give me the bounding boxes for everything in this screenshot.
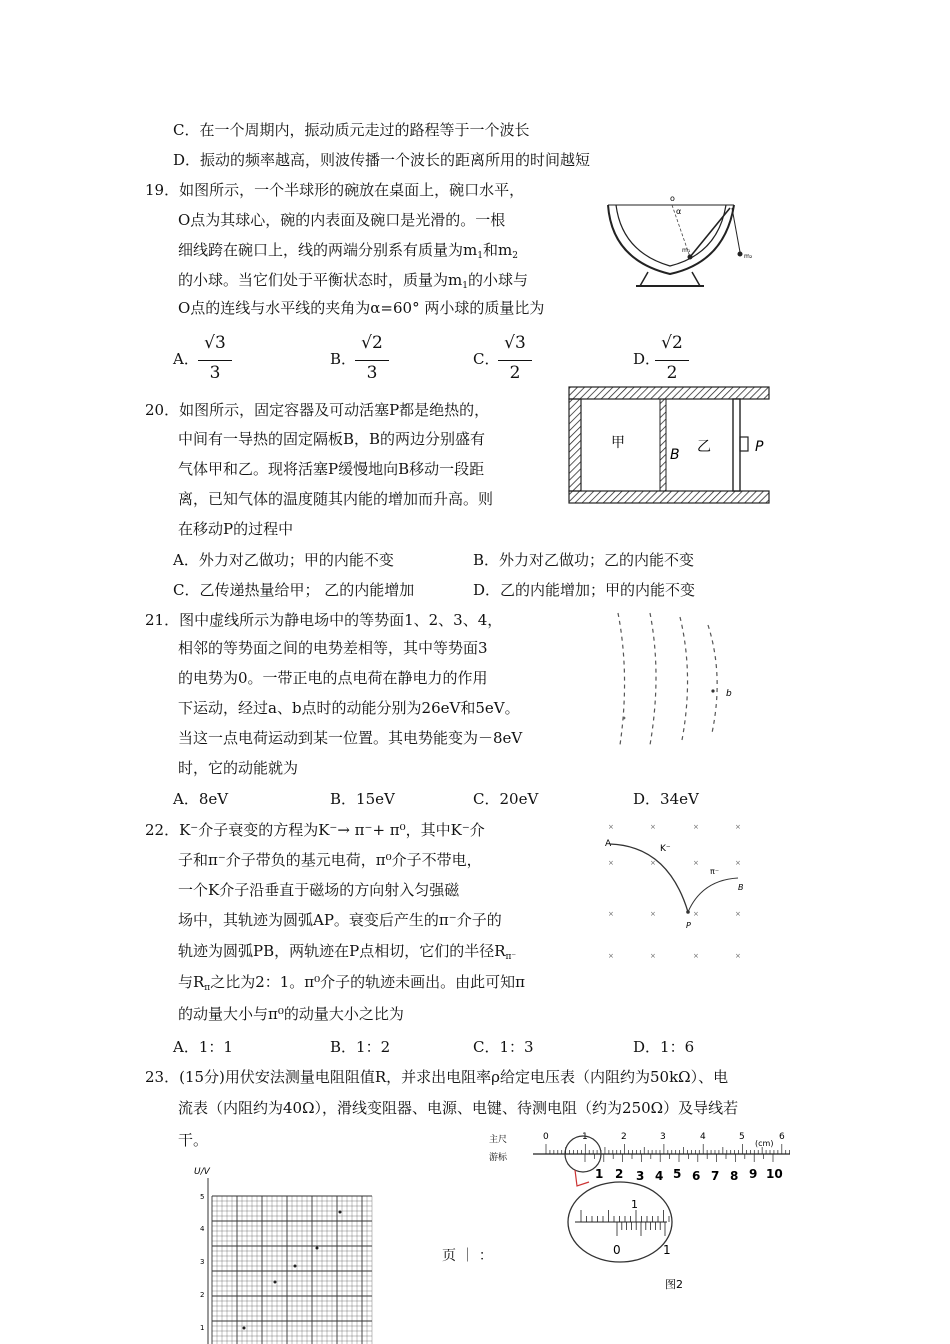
svg-text:×: × bbox=[735, 952, 741, 960]
point-b-label: b bbox=[726, 689, 732, 699]
q22-option-c: C．1：3 bbox=[473, 1038, 534, 1056]
svg-text:4: 4 bbox=[655, 1169, 664, 1183]
q18-option-c: C．在一个周期内，振动质元走过的路程等于一个波长 bbox=[173, 121, 530, 139]
point-p bbox=[686, 910, 690, 914]
m1-label: m₁ bbox=[682, 247, 691, 254]
m1-ball bbox=[688, 255, 693, 260]
y-tick-2: 2 bbox=[200, 1291, 205, 1299]
y-tick-4: 4 bbox=[200, 1225, 205, 1233]
q20-option-b: B．外力对乙做功；乙的内能不变 bbox=[473, 551, 695, 569]
piston-p bbox=[733, 399, 740, 491]
vernier-labels bbox=[595, 1167, 783, 1183]
q19-bowl-figure bbox=[600, 190, 775, 290]
zoom-vernier-zero: 0 bbox=[613, 1243, 621, 1257]
arc-pb bbox=[688, 878, 738, 912]
svg-text:×: × bbox=[693, 823, 699, 831]
data-point bbox=[294, 1265, 297, 1268]
gas-yi-label: 乙 bbox=[697, 439, 711, 455]
q20-stem-line-4: 离，已知气体的温度随其内能的增加而升高。则 bbox=[178, 490, 494, 508]
q19-stem-line-4: 的小球。当它们处于平衡状态时，质量为$m_1$的小球与 bbox=[178, 271, 528, 291]
q21-stem-line-6: 时，它的动能就为 bbox=[178, 759, 299, 777]
q21-stem-line-4: 下运动，经过a、b点时的动能分别为26eV和5eV。 bbox=[178, 699, 520, 717]
m2-label: m₂ bbox=[744, 253, 753, 260]
svg-text:×: × bbox=[693, 910, 699, 918]
q23-vernier-caliper-figure bbox=[485, 1122, 795, 1297]
q20-option-d: D．乙的内能增加；甲的内能不变 bbox=[473, 581, 696, 599]
denominator: 3 bbox=[209, 363, 221, 383]
q19-option-b-label: B． bbox=[330, 350, 357, 368]
svg-text:×: × bbox=[608, 910, 614, 918]
svg-text:6: 6 bbox=[692, 1169, 701, 1183]
data-point bbox=[339, 1211, 342, 1214]
svg-text:7: 7 bbox=[711, 1169, 720, 1183]
vernier-scale-label: 游标 bbox=[489, 1153, 508, 1163]
main-tick-label: 5 bbox=[739, 1132, 745, 1142]
y-tick-3: 3 bbox=[200, 1258, 205, 1266]
q19-stem-line-2: O点为其球心，碗的内表面及碗口是光滑的。一根 bbox=[178, 211, 506, 229]
svg-text:×: × bbox=[608, 859, 614, 867]
svg-text:×: × bbox=[608, 952, 614, 960]
svg-text:1: 1 bbox=[595, 1167, 604, 1181]
denominator: 2 bbox=[666, 363, 678, 383]
q23-stem-line-2: 流表（内阻约为40Ω），滑线变阻器、电源、电键、待测电阻（约为250Ω）及导线若 bbox=[178, 1099, 739, 1117]
q22-option-a: A．1：1 bbox=[173, 1038, 233, 1056]
svg-text:×: × bbox=[693, 952, 699, 960]
q21-option-d: D．34eV bbox=[633, 790, 699, 808]
y-tick-5: 5 bbox=[200, 1193, 205, 1201]
q22-stem-line-7: 的动量大小与π⁰的动量大小之比为 bbox=[178, 1005, 404, 1023]
pi-meson-label: π⁻ bbox=[710, 867, 720, 876]
svg-text:9: 9 bbox=[749, 1167, 758, 1181]
q21-option-a: A．8eV bbox=[173, 790, 229, 808]
partition-b-label: B bbox=[670, 447, 680, 463]
equipotential-1 bbox=[618, 613, 625, 745]
denominator: 3 bbox=[366, 363, 378, 383]
q19-stem-line-5: O点的连线与水平线的夹角为α=60° 两小球的质量比为 bbox=[178, 299, 545, 317]
svg-text:×: × bbox=[735, 823, 741, 831]
point-p-label: P bbox=[686, 921, 691, 930]
point-a-label: A bbox=[605, 839, 612, 849]
numerator: √3 bbox=[204, 333, 226, 353]
svg-text:×: × bbox=[650, 910, 656, 918]
equipotential-3 bbox=[680, 617, 688, 740]
equipotential-4 bbox=[708, 625, 717, 733]
m2-ball bbox=[738, 252, 743, 257]
q21-option-b: B．15eV bbox=[330, 790, 395, 808]
graph-ylabel: U/V bbox=[194, 1167, 210, 1177]
numerator: √2 bbox=[361, 333, 383, 353]
q18-option-d: D．振动的频率越高，则波传播一个波长的距离所用的时间越短 bbox=[173, 151, 591, 169]
main-tick-label: 3 bbox=[660, 1132, 666, 1142]
svg-text:×: × bbox=[650, 859, 656, 867]
q22-stem-line-5: 轨迹为圆弧PB，两轨迹在P点相切，它们的半径$R_{\pi^-}$ bbox=[178, 942, 517, 962]
gas-jia-label: 甲 bbox=[611, 435, 625, 451]
q22-option-b: B．1：2 bbox=[330, 1038, 391, 1056]
y-tick-1: 1 bbox=[200, 1324, 205, 1332]
numerator: √2 bbox=[661, 333, 683, 353]
zoom-vernier-one: 1 bbox=[663, 1243, 671, 1257]
q21-stem-line-2: 相邻的等势面之间的电势差相等，其中等势面3 bbox=[178, 639, 488, 657]
data-point bbox=[316, 1247, 319, 1250]
q19-stem-line-3: 细线跨在碗口上，线的两端分别系有质量为$m_1$和$m_2$ bbox=[178, 241, 518, 261]
q22-stem-line-1: 22．K⁻介子衰变的方程为K⁻→ π⁻+ π⁰，其中K⁻介 bbox=[145, 821, 485, 839]
q23-ui-graph bbox=[192, 1160, 382, 1344]
svg-text:×: × bbox=[650, 952, 656, 960]
zoom-main-tick: 1 bbox=[631, 1198, 638, 1211]
q22-stem-line-2: 子和π⁻介子带负的基元电荷，π⁰介子不带电， bbox=[178, 851, 482, 869]
main-tick-label: 1 bbox=[582, 1132, 588, 1142]
point-a bbox=[623, 717, 626, 720]
point-b-label: B bbox=[738, 883, 744, 892]
point-b bbox=[711, 689, 714, 692]
svg-text:3: 3 bbox=[636, 1169, 645, 1183]
q20-container-figure bbox=[565, 385, 775, 505]
o-label: o bbox=[670, 194, 675, 203]
q20-option-a: A．外力对乙做功；甲的内能不变 bbox=[173, 551, 394, 569]
q23-stem-line-3: 干。 bbox=[178, 1131, 209, 1149]
graph-grid bbox=[212, 1196, 372, 1344]
data-point bbox=[243, 1327, 246, 1330]
q19-option-c-label: C． bbox=[473, 350, 500, 368]
main-scale-ticks bbox=[546, 1144, 790, 1154]
piston-p-label: P bbox=[755, 439, 764, 455]
q20-option-c: C．乙传递热量给甲； 乙的内能增加 bbox=[173, 581, 415, 599]
svg-text:10: 10 bbox=[766, 1167, 783, 1181]
main-tick-label: 0 bbox=[543, 1132, 549, 1142]
k-meson-label: K⁻ bbox=[660, 844, 671, 854]
q20-stem-line-2: 中间有一导热的固定隔板B，B的两边分别盛有 bbox=[178, 430, 486, 448]
q22-stem-line-6: 与$R_\pi$之比为2：1。π⁰介子的轨迹未画出。由此可知π bbox=[178, 973, 526, 993]
q20-stem-line-1: 20．如图所示，固定容器及可动活塞P都是绝热的， bbox=[145, 401, 490, 419]
alpha-label: α bbox=[676, 207, 682, 216]
svg-text:5: 5 bbox=[673, 1167, 682, 1181]
svg-text:×: × bbox=[735, 910, 741, 918]
q19-option-a-label: A． bbox=[173, 350, 199, 368]
main-tick-label: 4 bbox=[700, 1132, 706, 1142]
q19-stem-line-1: 19．如图所示，一个半球形的碗放在桌面上，碗口水平， bbox=[145, 181, 525, 199]
q19-option-d-label: D． bbox=[633, 350, 661, 368]
page-footer: 页 ｜ ： bbox=[442, 1248, 493, 1264]
data-point bbox=[274, 1281, 277, 1284]
svg-text:8: 8 bbox=[730, 1169, 739, 1183]
main-scale-label: 主尺 bbox=[489, 1135, 508, 1145]
svg-text:×: × bbox=[735, 859, 741, 867]
q20-stem-line-3: 气体甲和乙。现将活塞P缓慢地向B移动一段距 bbox=[178, 460, 485, 478]
q21-stem-line-1: 21．图中虚线所示为静电场中的等势面1、2、3、4， bbox=[145, 611, 503, 629]
svg-text:2: 2 bbox=[615, 1167, 624, 1181]
q23-stem-line-1: 23．(15分)用伏安法测量电阻阻值R，并求出电阻率ρ给定电压表（内阻约为50kΩ）、电 bbox=[145, 1068, 729, 1086]
q22-stem-line-4: 场中，其轨迹为圆弧AP。衰变后产生的π⁻介子的 bbox=[178, 911, 502, 929]
denominator: 2 bbox=[509, 363, 521, 383]
q21-stem-line-3: 的电势为0。一带正电的点电荷在静电力的作用 bbox=[178, 669, 488, 687]
unit-label: (cm) bbox=[755, 1139, 774, 1148]
q22-option-d: D．1：6 bbox=[633, 1038, 695, 1056]
q21-stem-line-5: 当这一点电荷运动到某一位置。其电势能变为－8eV bbox=[178, 729, 523, 747]
partition-b bbox=[660, 399, 666, 491]
equipotential-2 bbox=[650, 613, 656, 745]
svg-text:×: × bbox=[608, 823, 614, 831]
q20-stem-line-5: 在移动P的过程中 bbox=[178, 520, 294, 538]
numerator: √3 bbox=[504, 333, 526, 353]
arc-ap bbox=[610, 844, 688, 912]
svg-text:×: × bbox=[693, 859, 699, 867]
q21-equipotential-figure bbox=[600, 605, 750, 755]
svg-text:×: × bbox=[650, 823, 656, 831]
q22-magnetic-field-figure bbox=[598, 818, 758, 968]
main-tick-label: 2 bbox=[621, 1132, 627, 1142]
q22-stem-line-3: 一个K介子沿垂直于磁场的方向射入匀强磁 bbox=[178, 881, 460, 899]
vernier-scale-ticks bbox=[585, 1154, 773, 1162]
figure-caption: 图2 bbox=[665, 1278, 683, 1291]
main-tick-label: 6 bbox=[779, 1132, 785, 1142]
field-markers bbox=[608, 823, 741, 960]
q21-option-c: C．20eV bbox=[473, 790, 539, 808]
